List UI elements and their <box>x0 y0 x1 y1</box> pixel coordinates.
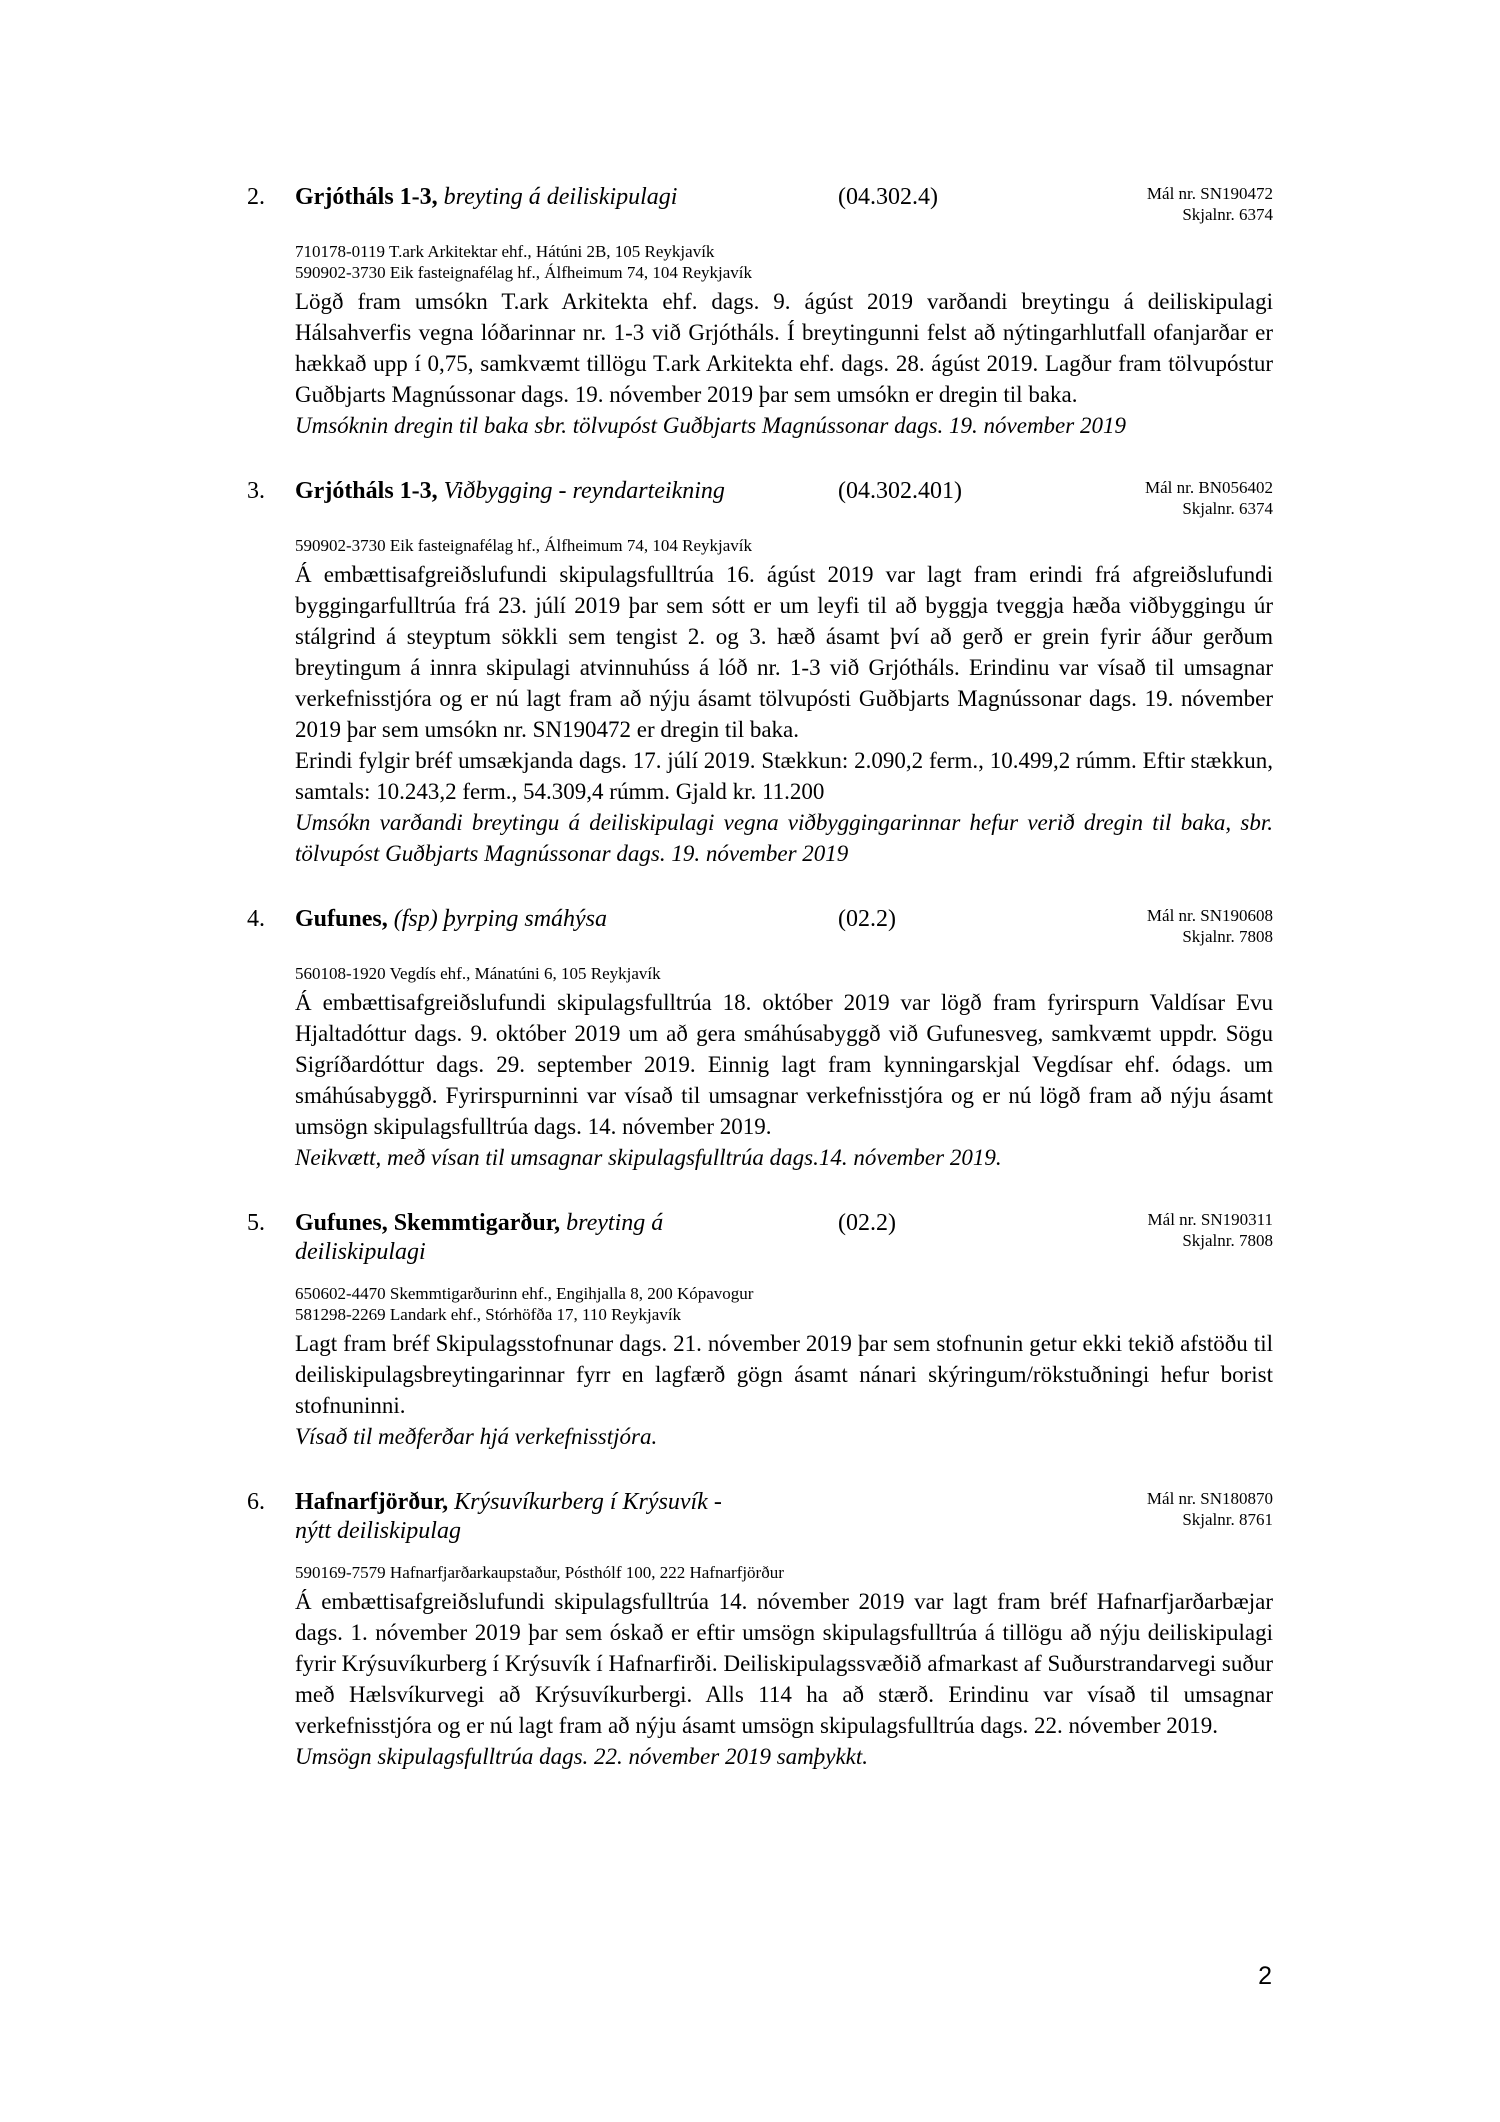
item-title <box>295 1209 838 1238</box>
item-title <box>295 477 838 506</box>
item-title-line2: nýtt deiliskipulag <box>295 1518 461 1544</box>
parties <box>295 1562 1273 1583</box>
parties <box>295 963 1273 984</box>
item-paragraph: Á embættisafgreiðslufundi skipulagsfulltrúa 18. október 2019 var lögð fram fyrirspurn Valdísar Evu Hjaltadóttur dags. 9. október 2019 um að gera smáhúsabyggð við Gufunesveg, samkvæmt uppdr. Sögu Sigríðardóttur dags. 29. september 2019. Einnig lagt fram kynningarskjal Vegdísar ehf. ódags. um smáhúsabyggð. Fyrirspurninni var vísað til umsagnar verkefnisstjóra og er nú lögð fram að nýju ásamt umsögn skipulagsfulltrúa dags. 14. nóvember 2019. <box>295 990 1273 1139</box>
party-line: 590902-3730 Eik fasteignafélag hf., Álfheimum 74, 104 Reykjavík <box>295 536 753 555</box>
case-number: Mál nr. SN180870 <box>1146 1489 1273 1508</box>
parties <box>295 241 1273 283</box>
case-info <box>1147 905 1273 947</box>
parties <box>295 1283 1273 1325</box>
item-body <box>295 286 1273 441</box>
item-title-location: Grjótháls 1-3, <box>295 184 438 210</box>
document-number: Skjalnr. 8761 <box>1182 1510 1273 1529</box>
item-title-subject: breyting á deiliskipulagi <box>443 184 678 210</box>
agenda-item-header <box>247 905 1273 947</box>
case-info <box>1145 477 1273 519</box>
item-title-subject: Viðbygging - reyndarteikning <box>443 478 725 504</box>
party-line: 710178-0119 T.ark Arkitektar ehf., Hátúni 2B, 105 Reykjavík <box>295 242 715 261</box>
item-number: 6. <box>247 1489 265 1515</box>
document-number: Skjalnr. 7808 <box>1182 927 1273 946</box>
agenda-item <box>247 477 1273 869</box>
parties <box>295 535 1273 556</box>
case-number: Mál nr. BN056402 <box>1145 478 1273 497</box>
item-paragraph: Lagt fram bréf Skipulagsstofnunar dags. 21. nóvember 2019 þar sem stofnunin getur ekki tekið afstöðu til deiliskipulagsbreytingarinnar fyrr en lagfærð gögn ásamt nánari skýringum/rökstuðningi hefur borist stofnuninni. <box>295 1331 1273 1418</box>
item-title-location: Hafnarfjörður, <box>295 1489 449 1515</box>
case-number: Mál nr. SN190311 <box>1147 1210 1273 1229</box>
document-number: Skjalnr. 6374 <box>1182 499 1273 518</box>
item-title <box>295 183 838 212</box>
item-title-subject: Krýsuvíkurberg í Krýsuvík - <box>454 1489 722 1515</box>
item-number: 5. <box>247 1210 265 1236</box>
item-plan-code: (02.2) <box>838 906 896 932</box>
item-resolution: Vísað til meðferðar hjá verkefnisstjóra. <box>295 1424 658 1449</box>
item-number: 2. <box>247 184 265 210</box>
item-paragraph: Erindi fylgir bréf umsækjanda dags. 17. júlí 2019. Stækkun: 2.090,2 ferm., 10.499,2 rúmm. Eftir stækkun, samtals: 10.243,2 ferm., 54.309,4 rúmm. Gjald kr. 11.200 <box>295 748 1273 804</box>
item-plan-code: (04.302.401) <box>838 478 962 504</box>
item-resolution: Umsókn varðandi breytingu á deiliskipulagi vegna viðbyggingarinnar hefur verið dregin til baka, sbr. tölvupóst Guðbjarts Magnússonar dags. 19. nóvember 2019 <box>295 810 1273 866</box>
party-line: 560108-1920 Vegdís ehf., Mánatúni 6, 105 Reykjavík <box>295 964 661 983</box>
agenda-item <box>247 1209 1273 1452</box>
item-title <box>295 1488 838 1517</box>
agenda-item <box>247 183 1273 441</box>
item-body <box>295 1328 1273 1452</box>
party-line: 581298-2269 Landark ehf., Stórhöfða 17, 110 Reykjavík <box>295 1305 682 1324</box>
item-title-location: Grjótháls 1-3, <box>295 478 438 504</box>
item-plan-code: (02.2) <box>838 1210 896 1236</box>
item-paragraph: Á embættisafgreiðslufundi skipulagsfulltrúa 16. ágúst 2019 var lagt fram erindi frá afgreiðslufundi byggingarfulltrúa frá 23. júlí 2019 þar sem sótt er um leyfi til að byggja tveggja hæða viðbyggingu úr stálgrind á steyptum sökkli sem tengist 2. og 3. hæð ásamt því að gerð er grein fyrir áður gerðum breytingum á innra skipulagi atvinnuhúss á lóð nr. 1-3 við Grjótháls. Erindinu var vísað til umsagnar verkefnisstjóra og er nú lagt fram að nýju ásamt tölvupósti Guðbjarts Magnússonar dags. 19. nóvember 2019 þar sem umsókn nr. SN190472 er dregin til baka. <box>295 562 1273 742</box>
document-number: Skjalnr. 6374 <box>1182 205 1273 224</box>
item-title-subject: breyting á <box>566 1210 664 1236</box>
item-resolution: Umsóknin dregin til baka sbr. tölvupóst Guðbjarts Magnússonar dags. 19. nóvember 2019 <box>295 413 1126 438</box>
agenda-item-header <box>247 183 1273 225</box>
item-plan-code: (04.302.4) <box>838 184 938 210</box>
agenda-item <box>247 1488 1273 1772</box>
item-body <box>295 1586 1273 1772</box>
item-paragraph: Á embættisafgreiðslufundi skipulagsfulltrúa 14. nóvember 2019 var lagt fram bréf Hafnarfjarðarbæjar dags. 1. nóvember 2019 þar sem óskað er eftir umsögn skipulagsfulltrúa á tillögu að nýju deiliskipulagi fyrir Krýsuvíkurberg í Krýsuvík í Hafnarfirði. Deiliskipulagssvæðið afmarkast af Suðurstrandarvegi suður með Hælsvíkurvegi að Krýsuvíkurbergi. Alls 114 ha að stærð. Erindinu var vísað til umsagnar verkefnisstjóra og er nú lagt fram að nýju ásamt umsögn skipulagsfulltrúa dags. 22. nóvember 2019. <box>295 1589 1273 1738</box>
item-body <box>295 559 1273 869</box>
case-info <box>1147 1488 1273 1530</box>
item-title-location: Gufunes, <box>295 906 388 932</box>
item-title-line2: deiliskipulagi <box>295 1239 426 1265</box>
agenda-item-header <box>247 477 1273 519</box>
item-title-subject: (fsp) þyrping smáhýsa <box>393 906 608 932</box>
party-line: 650602-4470 Skemmtigarðurinn ehf., Engihjalla 8, 200 Kópavogur <box>295 1284 754 1303</box>
item-body <box>295 987 1273 1173</box>
document-number: Skjalnr. 7808 <box>1182 1231 1273 1250</box>
item-number: 3. <box>247 478 265 504</box>
item-title <box>295 905 838 934</box>
item-number: 4. <box>247 906 265 932</box>
item-resolution: Neikvætt, með vísan til umsagnar skipulagsfulltrúa dags.14. nóvember 2019. <box>295 1145 1002 1170</box>
party-line: 590169-7579 Hafnarfjarðarkaupstaður, Pósthólf 100, 222 Hafnarfjörður <box>295 1563 784 1582</box>
case-number: Mál nr. SN190608 <box>1146 906 1273 925</box>
case-info <box>1147 183 1273 225</box>
case-info <box>1148 1209 1273 1251</box>
agenda-item <box>247 905 1273 1173</box>
agenda-item-header <box>247 1488 1273 1546</box>
item-resolution: Umsögn skipulagsfulltrúa dags. 22. nóvember 2019 samþykkt. <box>295 1744 869 1769</box>
item-title-location: Gufunes, Skemmtigarður, <box>295 1210 561 1236</box>
agenda-item-header <box>247 1209 1273 1267</box>
item-paragraph: Lögð fram umsókn T.ark Arkitekta ehf. dags. 9. ágúst 2019 varðandi breytingu á deiliskipulagi Hálsahverfis vegna lóðarinnar nr. 1-3 við Grjótháls. Í breytingunni felst að nýtingarhlutfall ofanjarðar er hækkað upp í 0,75, samkvæmt tillögu T.ark Arkitekta ehf. dags. 28. ágúst 2019. Lagður fram tölvupóstur Guðbjarts Magnússonar dags. 19. nóvember 2019 þar sem umsókn er dregin til baka. <box>295 289 1273 407</box>
party-line: 590902-3730 Eik fasteignafélag hf., Álfheimum 74, 104 Reykjavík <box>295 263 753 282</box>
case-number: Mál nr. SN190472 <box>1146 184 1273 203</box>
page-number: 2 <box>1258 1962 1272 1990</box>
